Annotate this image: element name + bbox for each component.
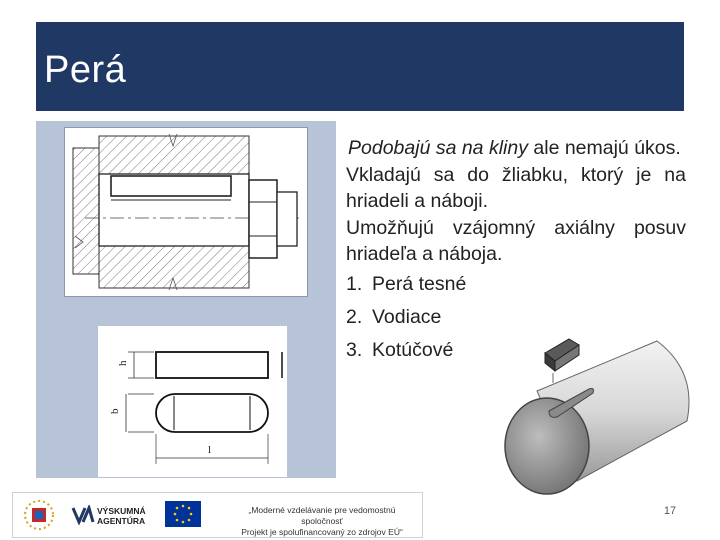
shaft-thread-end — [277, 192, 297, 246]
intro-rest-text: ale nemajú úkos. — [527, 137, 681, 159]
key-assembly-drawing — [64, 127, 308, 297]
agency-line-1: VÝSKUMNÁ — [97, 506, 146, 516]
list-number: 1. — [346, 272, 363, 295]
page-number: 17 — [663, 505, 677, 517]
project-text — [227, 505, 417, 538]
paragraph-3: Umožňujú vzájomný axiálny posuv hriadeľa a náboja. — [346, 216, 686, 265]
shaft-3d-svg — [497, 331, 697, 495]
shaft-end-section — [73, 148, 99, 274]
list-item — [346, 268, 686, 301]
agency-name — [97, 506, 146, 526]
eu-flag-icon — [165, 501, 201, 527]
shaft-with-key-image — [497, 331, 697, 495]
title-bar — [36, 22, 684, 111]
dimension-drawing-svg — [98, 326, 287, 477]
slide-title: Perá — [44, 49, 127, 91]
list-label: Vodiace — [372, 305, 442, 328]
list-number: 2. — [346, 305, 363, 328]
list-item — [346, 301, 686, 334]
paragraph-2: Vkladajú sa do žliabku, ktorý je na hriadeli a náboji. — [346, 163, 686, 212]
feather-key — [111, 176, 231, 196]
agency-line-2: AGENTÚRA — [97, 516, 146, 526]
shaft-end-face — [505, 398, 589, 494]
assembly-drawing-svg — [65, 128, 307, 296]
agency-logo-icon — [71, 505, 95, 525]
key-top-view — [156, 394, 268, 432]
nut — [249, 180, 277, 258]
dim-label-b: b — [109, 408, 121, 414]
paragraph-1 — [346, 135, 686, 162]
intro-italic-text: Podobajú sa na kliny — [348, 137, 528, 159]
key-dimension-drawing — [98, 326, 287, 477]
key-side-view — [156, 352, 268, 378]
list-label: Perá tesné — [372, 272, 467, 295]
project-line-1: „Moderné vzdelávanie pre vedomostnú spoločnosť — [248, 505, 396, 526]
list-label: Kotúčové — [372, 338, 454, 361]
footer-logos-bar — [12, 492, 423, 538]
list-number: 3. — [346, 338, 363, 361]
dim-label-l: l — [208, 444, 212, 456]
hub-top-section — [99, 136, 249, 174]
ministry-logo-icon — [19, 495, 79, 535]
dim-label-h: h — [117, 360, 129, 366]
project-line-2: Projekt je spolufinancovaný zo zdrojov EÚ“ — [241, 527, 403, 537]
